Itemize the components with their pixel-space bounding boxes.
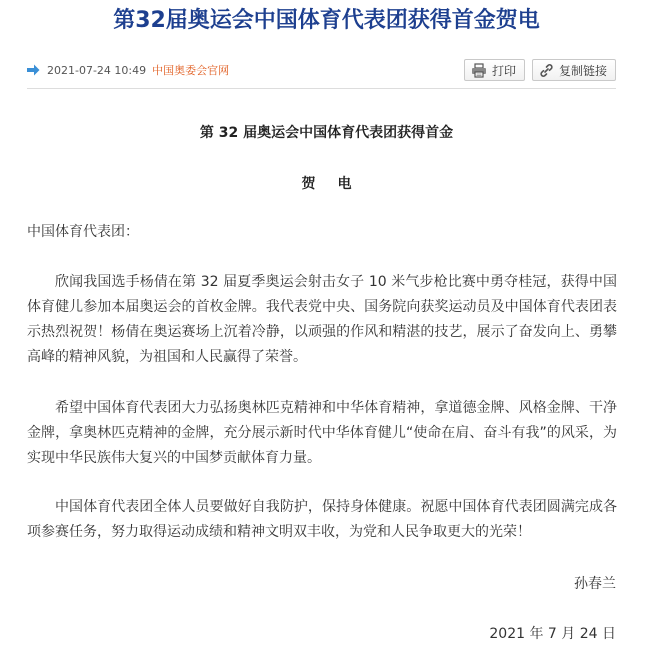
letter-subtitle: 贺电 xyxy=(301,176,374,192)
arrow-right-icon xyxy=(27,64,40,76)
paragraph-text: 中国体育代表团全体人员要做好自我防护，保持身体健康。祝愿中国体育代表团圆满完成各项参赛任务，努力取得运动成绩和精神文明双丰收，为党和人民争取更大的光荣！ xyxy=(27,499,617,540)
source-link[interactable]: 中国奥委会官网 xyxy=(152,64,230,77)
link-icon xyxy=(539,63,554,78)
publish-date: 2021-07-24 10:49 xyxy=(47,63,147,77)
print-button[interactable] xyxy=(464,59,525,81)
print-label: 打印 xyxy=(491,63,516,78)
signature: 孙春兰 xyxy=(574,576,616,592)
salutation: 中国体育代表团： xyxy=(27,224,139,240)
paragraph-text: 希望中国体育代表团大力弘扬奥林匹克精神和中华体育精神，拿道德金牌、风格金牌、干净金牌，拿奥林匹克精神的金牌，充分展示新时代中华体育健儿“使命在肩、奋斗有我”的风采，为实现中华民族伟大复兴的中国梦贡献体育力量。 xyxy=(27,400,617,466)
article-meta-bar xyxy=(27,57,616,83)
paragraph-text: 欣闻我国选手杨倩在第 32 届夏季奥运会射击女子 10 米气步枪比赛中勇夺桂冠，获得中国体育健儿参加本届奥运会的首枚金牌。我代表党中央、国务院向获奖运动员及中国体育代表团表示热烈祝贺！杨倩在奥运赛场上沉着冷静，以顽强的作风和精湛的技艺，展示了奋发向上、勇攀高峰的精神风貌，为祖国和人民赢得了荣誉。 xyxy=(27,274,617,365)
copy-link-label: 复制链接 xyxy=(558,63,607,78)
sign-date: 2021 年 7 月 24 日 xyxy=(489,626,616,642)
paragraph xyxy=(27,270,617,370)
copy-link-button[interactable] xyxy=(532,59,616,81)
paragraph xyxy=(27,495,617,545)
paragraph xyxy=(27,396,617,471)
letter-title: 第 32 届奥运会中国体育代表团获得首金 xyxy=(199,125,454,141)
page-headline: 第32届奥运会中国体育代表团获得首金贺电 xyxy=(113,8,540,33)
divider xyxy=(27,88,616,89)
printer-icon xyxy=(471,63,487,78)
